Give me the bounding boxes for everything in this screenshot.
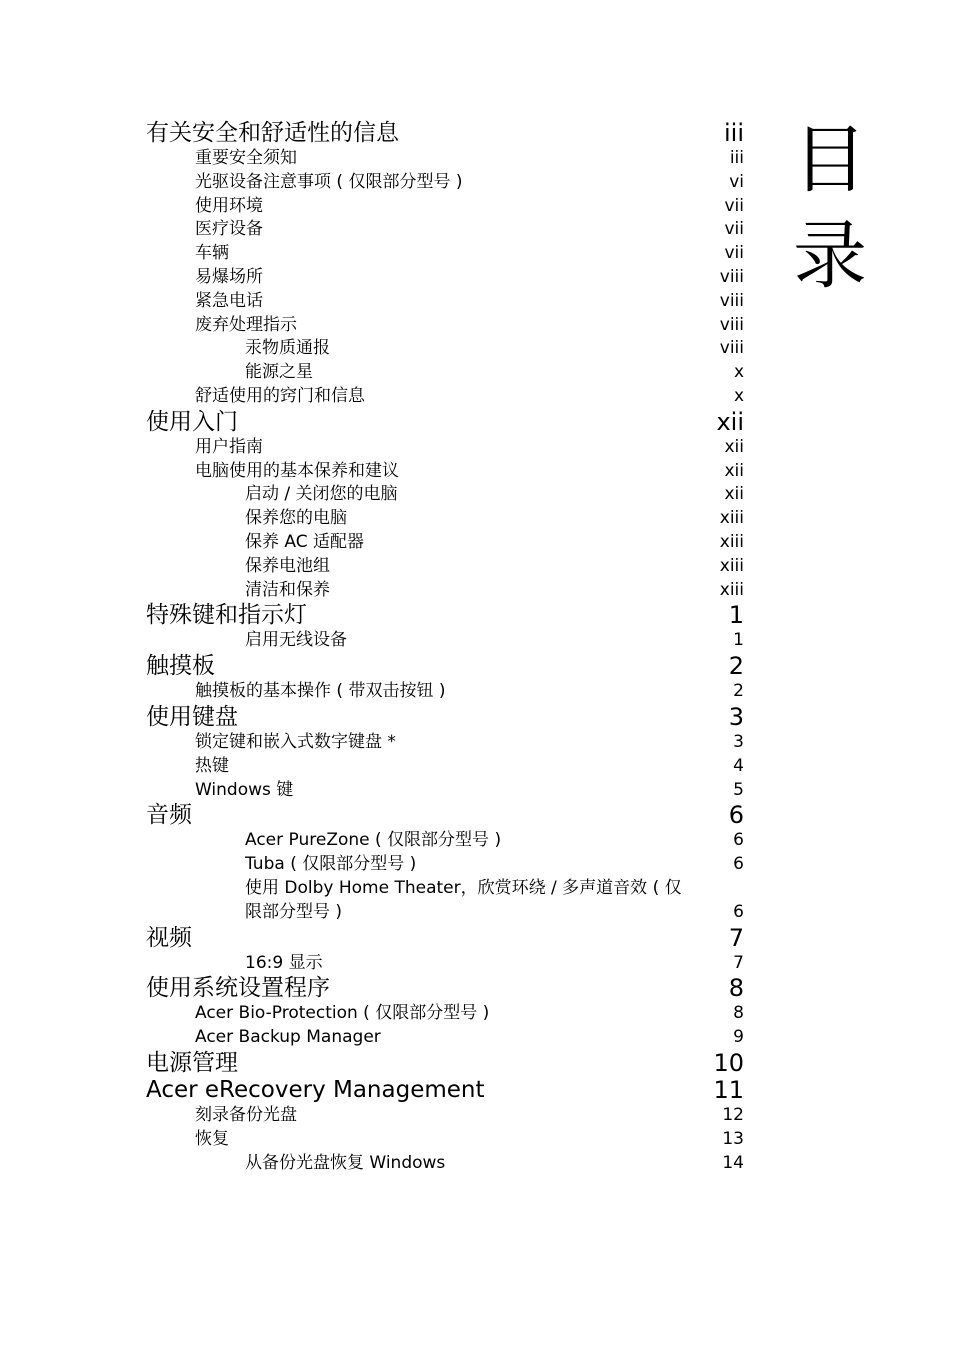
toc-entry-level-3[interactable] [146,337,744,361]
page-heading [790,112,870,304]
toc-entry-level-3[interactable] [146,877,744,925]
toc-entry-level-2[interactable] [146,242,744,266]
toc-entry-page-number: xiii [719,531,744,552]
toc-entry-level-2[interactable] [146,171,744,195]
toc-entry-level-2[interactable] [146,1128,744,1152]
toc-entry-level-2[interactable] [146,195,744,219]
toc-entry-page-number: viii [719,314,744,335]
toc-entry-title: 舒适使用的窍门和信息 [195,385,365,406]
toc-entry-title: 使用环境 [195,195,263,216]
toc-entry-page-number: 13 [722,1128,744,1149]
toc-entry-page-number: 5 [733,779,744,800]
table-of-contents [146,120,744,1175]
toc-entry-page-number: x [733,385,744,406]
toc-entry-level-2[interactable] [146,436,744,460]
toc-entry-page-number: 2 [733,681,744,702]
toc-entry-level-2[interactable] [146,218,744,242]
toc-entry-page-number: iii [729,148,744,168]
toc-entry-level-3[interactable] [146,483,744,507]
toc-entry-level-3[interactable] [146,579,744,603]
toc-entry-page-number: 6 [733,854,744,875]
toc-entry-level-1[interactable] [146,975,744,1002]
toc-entry-page-number: 1 [733,630,744,651]
toc-entry-page-number: x [733,362,744,383]
toc-entry-title: 清洁和保养 [245,579,330,600]
toc-entry-level-1[interactable] [146,704,744,731]
toc-entry-title: 用户指南 [195,436,263,457]
toc-entry-title: 音频 [146,802,192,829]
toc-entry-page-number: xiii [719,579,744,600]
toc-entry-level-1[interactable] [146,925,744,952]
toc-entry-title: 16:9 显示 [245,952,323,973]
toc-entry-page-number: 7 [733,952,744,973]
toc-entry-level-2[interactable] [146,1104,744,1128]
toc-entry-level-1[interactable] [146,653,744,680]
toc-entry-level-3[interactable] [146,629,744,653]
toc-entry-level-3[interactable] [146,952,744,976]
toc-entry-level-2[interactable] [146,680,744,704]
toc-entry-level-2[interactable] [146,266,744,290]
page-heading-char: 录 [793,213,867,299]
toc-entry-page-number: vi [729,171,744,192]
toc-entry-title: 保养您的电脑 [245,508,347,529]
toc-entry-title: 能源之星 [245,362,313,383]
toc-entry-level-1[interactable] [146,120,744,147]
toc-entry-title: 特殊键和指示灯 [146,602,307,629]
toc-entry-page-number: viii [719,338,744,359]
toc-entry-title: 医疗设备 [195,219,263,240]
toc-entry-page-number: 7 [728,923,744,952]
toc-entry-title: 使用入门 [146,408,238,435]
toc-entry-page-number: xii [724,484,744,505]
toc-entry-title: 保养 AC 适配器 [245,531,365,552]
toc-entry-page-number: 8 [728,974,744,1003]
toc-entry-title: 汞物质通报 [245,338,330,359]
toc-entry-level-3[interactable] [146,1152,744,1176]
toc-entry-title: 视频 [146,924,192,951]
toc-entry-page-number: 4 [733,755,744,776]
toc-entry-page-number: iii [723,119,744,147]
toc-entry-title: Acer Backup Manager [195,1027,381,1048]
toc-entry-title: 车辆 [195,243,229,264]
toc-entry-title: 启动 / 关闭您的电脑 [245,484,398,505]
toc-entry-level-1[interactable] [146,1050,744,1077]
toc-entry-level-2[interactable] [146,755,744,779]
toc-entry-page-number: 9 [733,1027,744,1048]
toc-entry-level-2[interactable] [146,1002,744,1026]
toc-entry-level-2[interactable] [146,460,744,484]
toc-entry-level-1[interactable] [146,1077,744,1104]
toc-entry-page-number: 1 [728,601,744,630]
toc-entry-title: Tuba ( 仅限部分型号 ) [245,854,417,875]
toc-entry-page-number: 6 [728,801,744,830]
toc-entry-title: 重要安全须知 [195,148,297,168]
toc-entry-page-number: viii [719,266,744,287]
toc-entry-level-2[interactable] [146,1026,744,1050]
toc-entry-level-2[interactable] [146,147,744,171]
toc-entry-title: 恢复 [195,1128,229,1149]
toc-entry-title: 刻录备份光盘 [195,1104,297,1125]
toc-entry-title: Acer PureZone ( 仅限部分型号 ) [245,830,502,851]
toc-entry-page-number: 6 [733,830,744,851]
toc-entry-level-2[interactable] [146,731,744,755]
toc-entry-level-2[interactable] [146,314,744,338]
toc-entry-page-number: xii [724,460,744,481]
toc-entry-page-number: 8 [733,1003,744,1024]
toc-entry-title: 触摸板的基本操作 ( 带双击按钮 ) [195,681,446,702]
toc-entry-page-number: 3 [733,731,744,752]
toc-entry-level-2[interactable] [146,385,744,409]
toc-entry-title: Acer eRecovery Management [146,1076,485,1103]
toc-entry-level-3[interactable] [146,361,744,385]
toc-entry-page-number: 12 [722,1104,744,1125]
toc-entry-title: 使用 Dolby Home Theater，欣赏环绕 / 多声道音效 ( 仅限部分型号 ) [245,877,682,922]
toc-entry-page-number: viii [719,290,744,311]
toc-entry-title: Acer Bio-Protection ( 仅限部分型号 ) [195,1003,490,1024]
toc-entry-level-1[interactable] [146,802,744,829]
toc-entry-title: 紧急电话 [195,290,263,311]
toc-entry-page-number: 2 [728,652,744,681]
toc-entry-level-3[interactable] [146,829,744,853]
toc-entry-title: 废弃处理指示 [195,314,297,335]
toc-entry-level-3[interactable] [146,853,744,877]
toc-entry-page-number: xiii [719,555,744,576]
toc-entry-page-number: xiii [719,508,744,529]
toc-entry-title: 光驱设备注意事项 ( 仅限部分型号 ) [195,171,463,192]
toc-entry-title: 从备份光盘恢复 Windows [245,1152,446,1173]
toc-entry-level-1[interactable] [146,602,744,629]
toc-entry-page-number: 14 [722,1152,744,1173]
toc-entry-page-number: 11 [713,1075,744,1104]
toc-entry-title: 热键 [195,755,229,776]
toc-entry-title: 易爆场所 [195,266,263,287]
toc-entry-title: 锁定键和嵌入式数字键盘 * [195,731,396,752]
toc-entry-level-2[interactable] [146,779,744,803]
toc-entry-page-number: vii [724,243,744,264]
toc-entry-level-1[interactable] [146,409,744,436]
toc-entry-page-number: 10 [713,1048,744,1077]
toc-entry-level-3[interactable] [146,531,744,555]
toc-entry-level-3[interactable] [146,555,744,579]
toc-entry-page-number: 3 [728,702,744,731]
toc-entry-title: 电源管理 [146,1049,238,1076]
page-heading-char: 目 [793,117,867,203]
toc-entry-level-2[interactable] [146,290,744,314]
toc-entry-level-3[interactable] [146,507,744,531]
toc-entry-page-number: vii [724,219,744,240]
toc-entry-page-number: xii [716,407,744,436]
toc-entry-page-number: xii [724,436,744,457]
toc-entry-title: Windows 键 [195,779,294,800]
toc-entry-page-number: vii [724,195,744,216]
toc-entry-title: 启用无线设备 [245,630,347,651]
toc-entry-title: 有关安全和舒适性的信息 [146,120,399,146]
toc-entry-title: 使用系统设置程序 [146,975,330,1002]
toc-entry-page-number: 6 [733,901,744,922]
toc-entry-title: 触摸板 [146,653,215,680]
toc-entry-title: 使用键盘 [146,703,238,730]
toc-entry-title: 电脑使用的基本保养和建议 [195,460,399,481]
toc-entry-title: 保养电池组 [245,555,330,576]
